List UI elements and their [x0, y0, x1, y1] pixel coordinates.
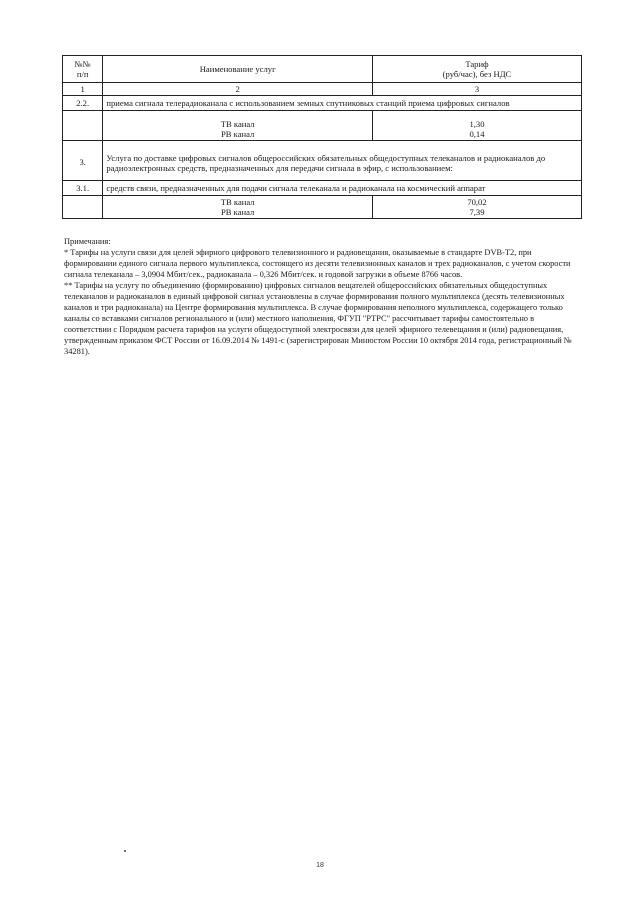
header-tariff-line2: (руб/час), без НДС	[442, 69, 512, 79]
row-number: 2.2.	[63, 96, 103, 111]
rv-channel-label: РВ канал	[221, 129, 255, 139]
rv-channel-value: 7,39	[469, 207, 485, 217]
table-row	[63, 111, 582, 141]
row-number-empty	[63, 196, 103, 219]
index-cell: 3	[372, 83, 581, 96]
scan-speck	[124, 850, 126, 852]
table-row	[63, 141, 582, 181]
table-index-row	[63, 83, 582, 96]
row-number: 3.1.	[63, 181, 103, 196]
tv-channel-label: ТВ канал	[220, 197, 255, 207]
row-values	[372, 196, 581, 219]
header-number-line1: №№	[74, 59, 91, 69]
row-text: приема сигнала телерадиоканала с использованием земных спутниковых станций приема цифровых сигналов	[103, 96, 582, 111]
note-double-asterisk: ** Тарифы на услугу по объединению (формированию) цифровых сигналов вещателей общероссийских обязательных общедоступных телеканалов и радиоканалов в единый цифровой сигнал установлены в случае формирования полного мультиплекса (десять телевизионных каналов и три радиоканала) на Центре формирования мультиплекса. В случае формирования неполного мультиплекса, содержащего только каналы со вставками сигналов регионального и (или) местного наполнения, ФГУП "РТРС" рассчитывает тарифы самостоятельно в соответствии с Порядком расчета тарифов на услуги общедоступной электросвязи для целей эфирного телевещания и (или) радиовещания, утвержденным приказом ФСТ России от 16.09.2014 № 1491-с (зарегистрирован Минюстом России 10 октября 2014 года, регистрационный № 34281).	[64, 281, 572, 356]
tv-channel-value: 1,30	[469, 119, 485, 129]
table-row	[63, 196, 582, 219]
row-text: средств связи, предназначенных для подачи сигнала телеканала и радиоканала на космический аппарат	[103, 181, 582, 196]
row-labels	[103, 196, 373, 219]
table-row	[63, 96, 582, 111]
header-tariff	[372, 56, 581, 83]
tariff-table	[62, 55, 582, 219]
row-number-empty	[63, 111, 103, 141]
header-tariff-line1: Тариф	[465, 59, 489, 69]
row-values	[372, 111, 581, 141]
header-number-line2: п/п	[76, 69, 89, 79]
table-row	[63, 181, 582, 196]
notes-section	[64, 236, 582, 357]
header-number	[63, 56, 103, 83]
tv-channel-value: 70,02	[467, 197, 487, 207]
rv-channel-value: 0,14	[469, 129, 485, 139]
index-cell: 2	[103, 83, 373, 96]
notes-title: Примечания:	[64, 237, 111, 246]
header-name: Наименование услуг	[103, 56, 373, 83]
table-header-row	[63, 56, 582, 83]
page-number: 18	[316, 862, 324, 869]
rv-channel-label: РВ канал	[221, 207, 255, 217]
tv-channel-label: ТВ канал	[220, 119, 255, 129]
index-cell: 1	[63, 83, 103, 96]
row-number: 3.	[63, 141, 103, 181]
note-single-asterisk: * Тарифы на услуги связи для целей эфирного цифрового телевизионного и радиовещания, оказываемые в стандарте DVB-T2, при формировании единого сигнала первого мультиплекса, состоящего из десяти телевизионных каналов и трех радиоканалов, с учетом скорости сигнала телеканала – 3,0904 Мбит/сек., радиоканала – 0,326 Мбит/сек. и годовой загрузки в объеме 8766 часов.	[64, 248, 571, 279]
row-text: Услуга по доставке цифровых сигналов общероссийских обязательных общедоступных телеканалов и радиоканалов до радиоэлектронных средств, предназначенных для передачи сигнала в эфир, с использованием:	[103, 141, 582, 181]
row-labels	[103, 111, 373, 141]
